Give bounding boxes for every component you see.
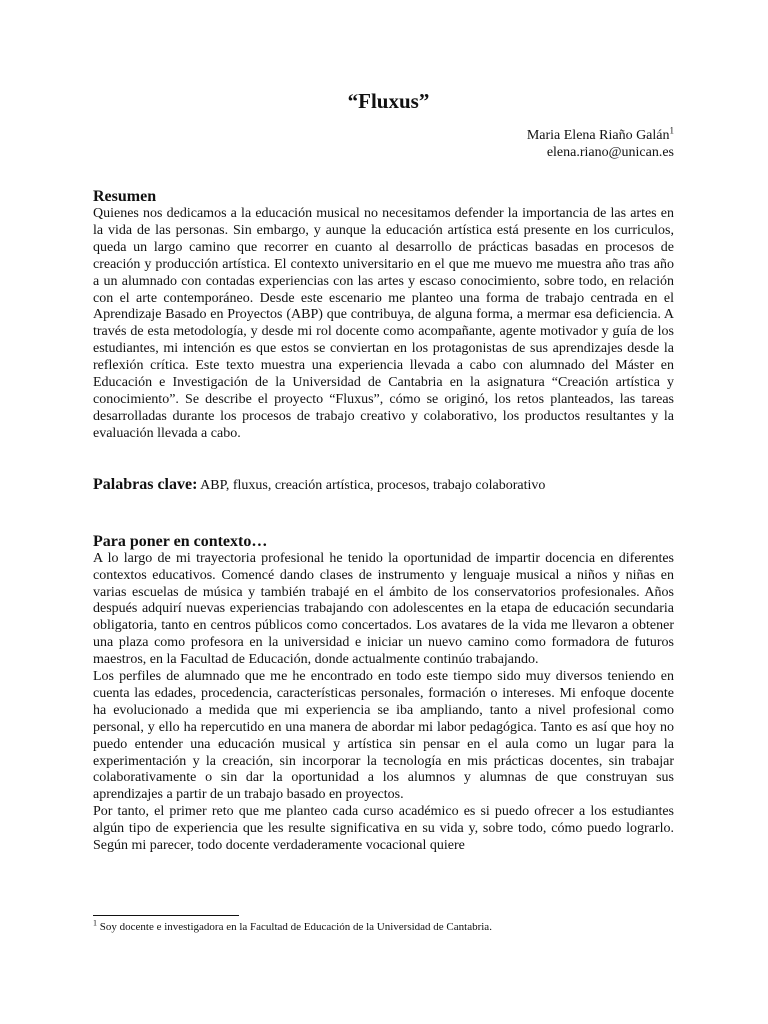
abstract-heading: Resumen bbox=[93, 188, 157, 205]
author-email: elena.riano@unican.es bbox=[546, 145, 674, 160]
document-title: “Fluxus” bbox=[347, 89, 430, 113]
footnote-separator bbox=[93, 915, 239, 916]
context-paragraph: Por tanto, el primer reto que me planteo cada curso académico es si puedo ofrecer a los estudiantes algún tipo de experiencia que les resulte significativa en su vida y, sobre todo, cómo puedo lograrlo. Según mi parecer, todo docente verdaderamente vocacional quiere bbox=[93, 804, 674, 854]
footnote-mark: 1 bbox=[93, 918, 97, 928]
keywords-text: ABP, fluxus, creación artística, procesos, trabajo colaborativo bbox=[197, 477, 546, 493]
document-page bbox=[93, 88, 674, 855]
author-footnote-mark: 1 bbox=[669, 125, 674, 136]
footnote bbox=[93, 920, 674, 934]
context-paragraph: Los perfiles de alumnado que me he encontrado en todo este tiempo sido muy diversos teniendo en cuenta las edades, procedencia, características personales, formación o intereses. Mi enfoque docente ha evolucionado a medida que mi experiencia se iba ampliando, tanto a nivel profesional como personal, y ello ha repercutido en una manera de abordar mi labor pedagógica. Tanto es así que hoy no puedo entender una educación musical y artística sin pensar en el aula como un lugar para la experimentación y la creación, sin incorporar la tecnología en mis prácticas docentes, sin trabajar colaborativamente o sin dar la oportunidad a los alumnos y alumnas de que construyan sus aprendizajes a partir de un trabajo basado en proyectos. bbox=[93, 669, 674, 803]
footnote-text: Soy docente e investigadora en la Facultad de Educación de la Universidad de Cantabria. bbox=[97, 921, 492, 933]
author-block bbox=[93, 127, 674, 161]
context-paragraph: A lo largo de mi trayectoria profesional he tenido la oportunidad de impartir docencia en diferentes contextos educativos. Comencé dando clases de instrumento y lenguaje musical a niños y niñas en varias escuelas de música y también trabajé en el ámbito de los conservatorios profesionales. Años después adquirí nuevas experiencias trabajando con adolescentes en la etapa de educación secundaria obligatoria, tanto en centros públicos como concertados. Los avatares de la vida me llevaron a obtener una plaza como profesora en la universidad e iniciar un nuevo camino como formadora de futuros maestros, en la Facultad de Educación, donde actualmente continúo trabajando. bbox=[93, 550, 674, 668]
keywords-label: Palabras clave: bbox=[93, 475, 198, 493]
abstract-text: Quienes nos dedicamos a la educación musical no necesitamos defender la importancia de las artes en la vida de las personas. Sin embargo, y aunque la educación artística está presente en los curriculos, queda un largo camino que recorrer en cuanto al desarrollo de prácticas basadas en procesos de creación y producción artística. El contexto universitario en el que me muevo me muestra año tras año a un alumnado con contadas experiencias con las artes y escaso conocimiento, sobre todo, en relación con el arte contemporáneo. Desde este escenario me planteo una forma de trabajo centrada en el Aprendizaje Basado en Proyectos (ABP) que contribuya, de alguna forma, a mermar esa deficiencia. A través de esta metodología, y desde mi rol docente como acompañante, agente motivador y guía de los estudiantes, mi intención es que estos se conviertan en los protagonistas de sus aprendizajes desde la reflexión crítica. Este texto muestra una experiencia llevada a cabo con alumnado del Máster en Educación e Investigación de la Universidad de Cantabria en la asignatura “Creación artística y conocimiento”. Se describe el proyecto “Fluxus”, cómo se originó, los retos planteados, las tareas desarrolladas durante los procesos de trabajo creativo y colaborativo, los productos resultantes y la evaluación llevada a cabo. bbox=[93, 206, 674, 441]
context-heading: Para poner en contexto… bbox=[93, 532, 268, 550]
author-name: Maria Elena Riaño Galán bbox=[526, 128, 670, 143]
keywords bbox=[93, 476, 674, 495]
author-name-line bbox=[93, 127, 674, 144]
